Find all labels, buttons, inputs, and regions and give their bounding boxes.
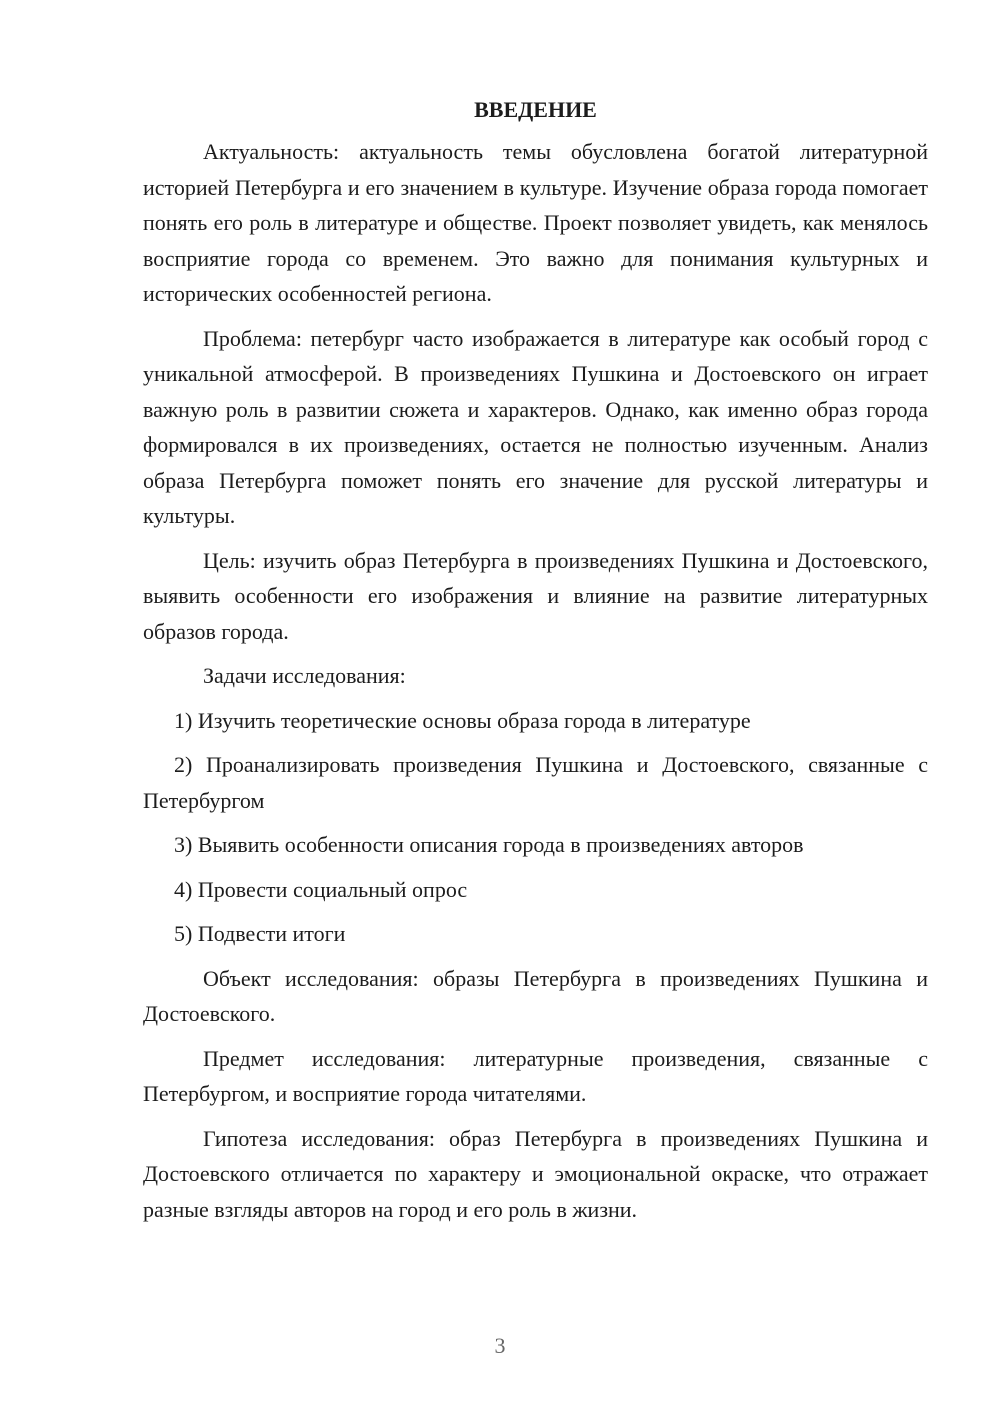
goal-paragraph: Цель: изучить образ Петербурга в произведениях Пушкина и Достоевского, выявить особенности его изображения и влияние на развитие литературных образов города. [143,547,928,644]
relevance-paragraph: Актуальность: актуальность темы обусловлена богатой литературной историей Петербурга и его значением в культуре. Изучение образа города помогает понять его роль в литературе и обществе. Проект позволяет увидеть, как менялось восприятие города со временем. Это важно для понимания культурных и исторических особенностей региона. [143,139,928,306]
task-item-5: 5) Подвести итоги [174,921,346,946]
task-item-2: 2) Проанализировать произведения Пушкина и Достоевского, связанные с Петербургом [143,752,928,813]
research-subject-paragraph: Предмет исследования: литературные произведения, связанные с Петербургом, и восприятие города читателями. [143,1045,928,1106]
hypothesis-paragraph: Гипотеза исследования: образ Петербурга в произведениях Пушкина и Достоевского отличается по характеру и эмоциональной окраске, что отражает разные взгляды авторов на город и его роль в жизни. [143,1125,928,1222]
tasks-heading: Задачи исследования: [203,663,406,688]
task-item-4: 4) Провести социальный опрос [174,876,468,902]
task-item-1: 1) Изучить теоретические основы образа города в литературе [174,707,751,733]
research-object-paragraph: Объект исследования: образы Петербурга в произведениях Пушкина и Достоевского. [143,965,928,1026]
task-item-3: 3) Выявить особенности описания города в произведениях авторов [174,832,804,857]
page-title: ВВЕДЕНИЕ [474,97,597,122]
page-content [143,92,928,1236]
page-number: 3 [494,1333,506,1358]
problem-paragraph: Проблема: петербург часто изображается в литературе как особый город с уникальной атмосферой. В произведениях Пушкина и Достоевского он играет важную роль в развитии сюжета и характеров. Однако, как именно образ города формировался в их произведениях, остается не полностью изученным. Анализ образа Петербурга поможет понять его значение для русской литературы и культуры. [143,325,928,528]
